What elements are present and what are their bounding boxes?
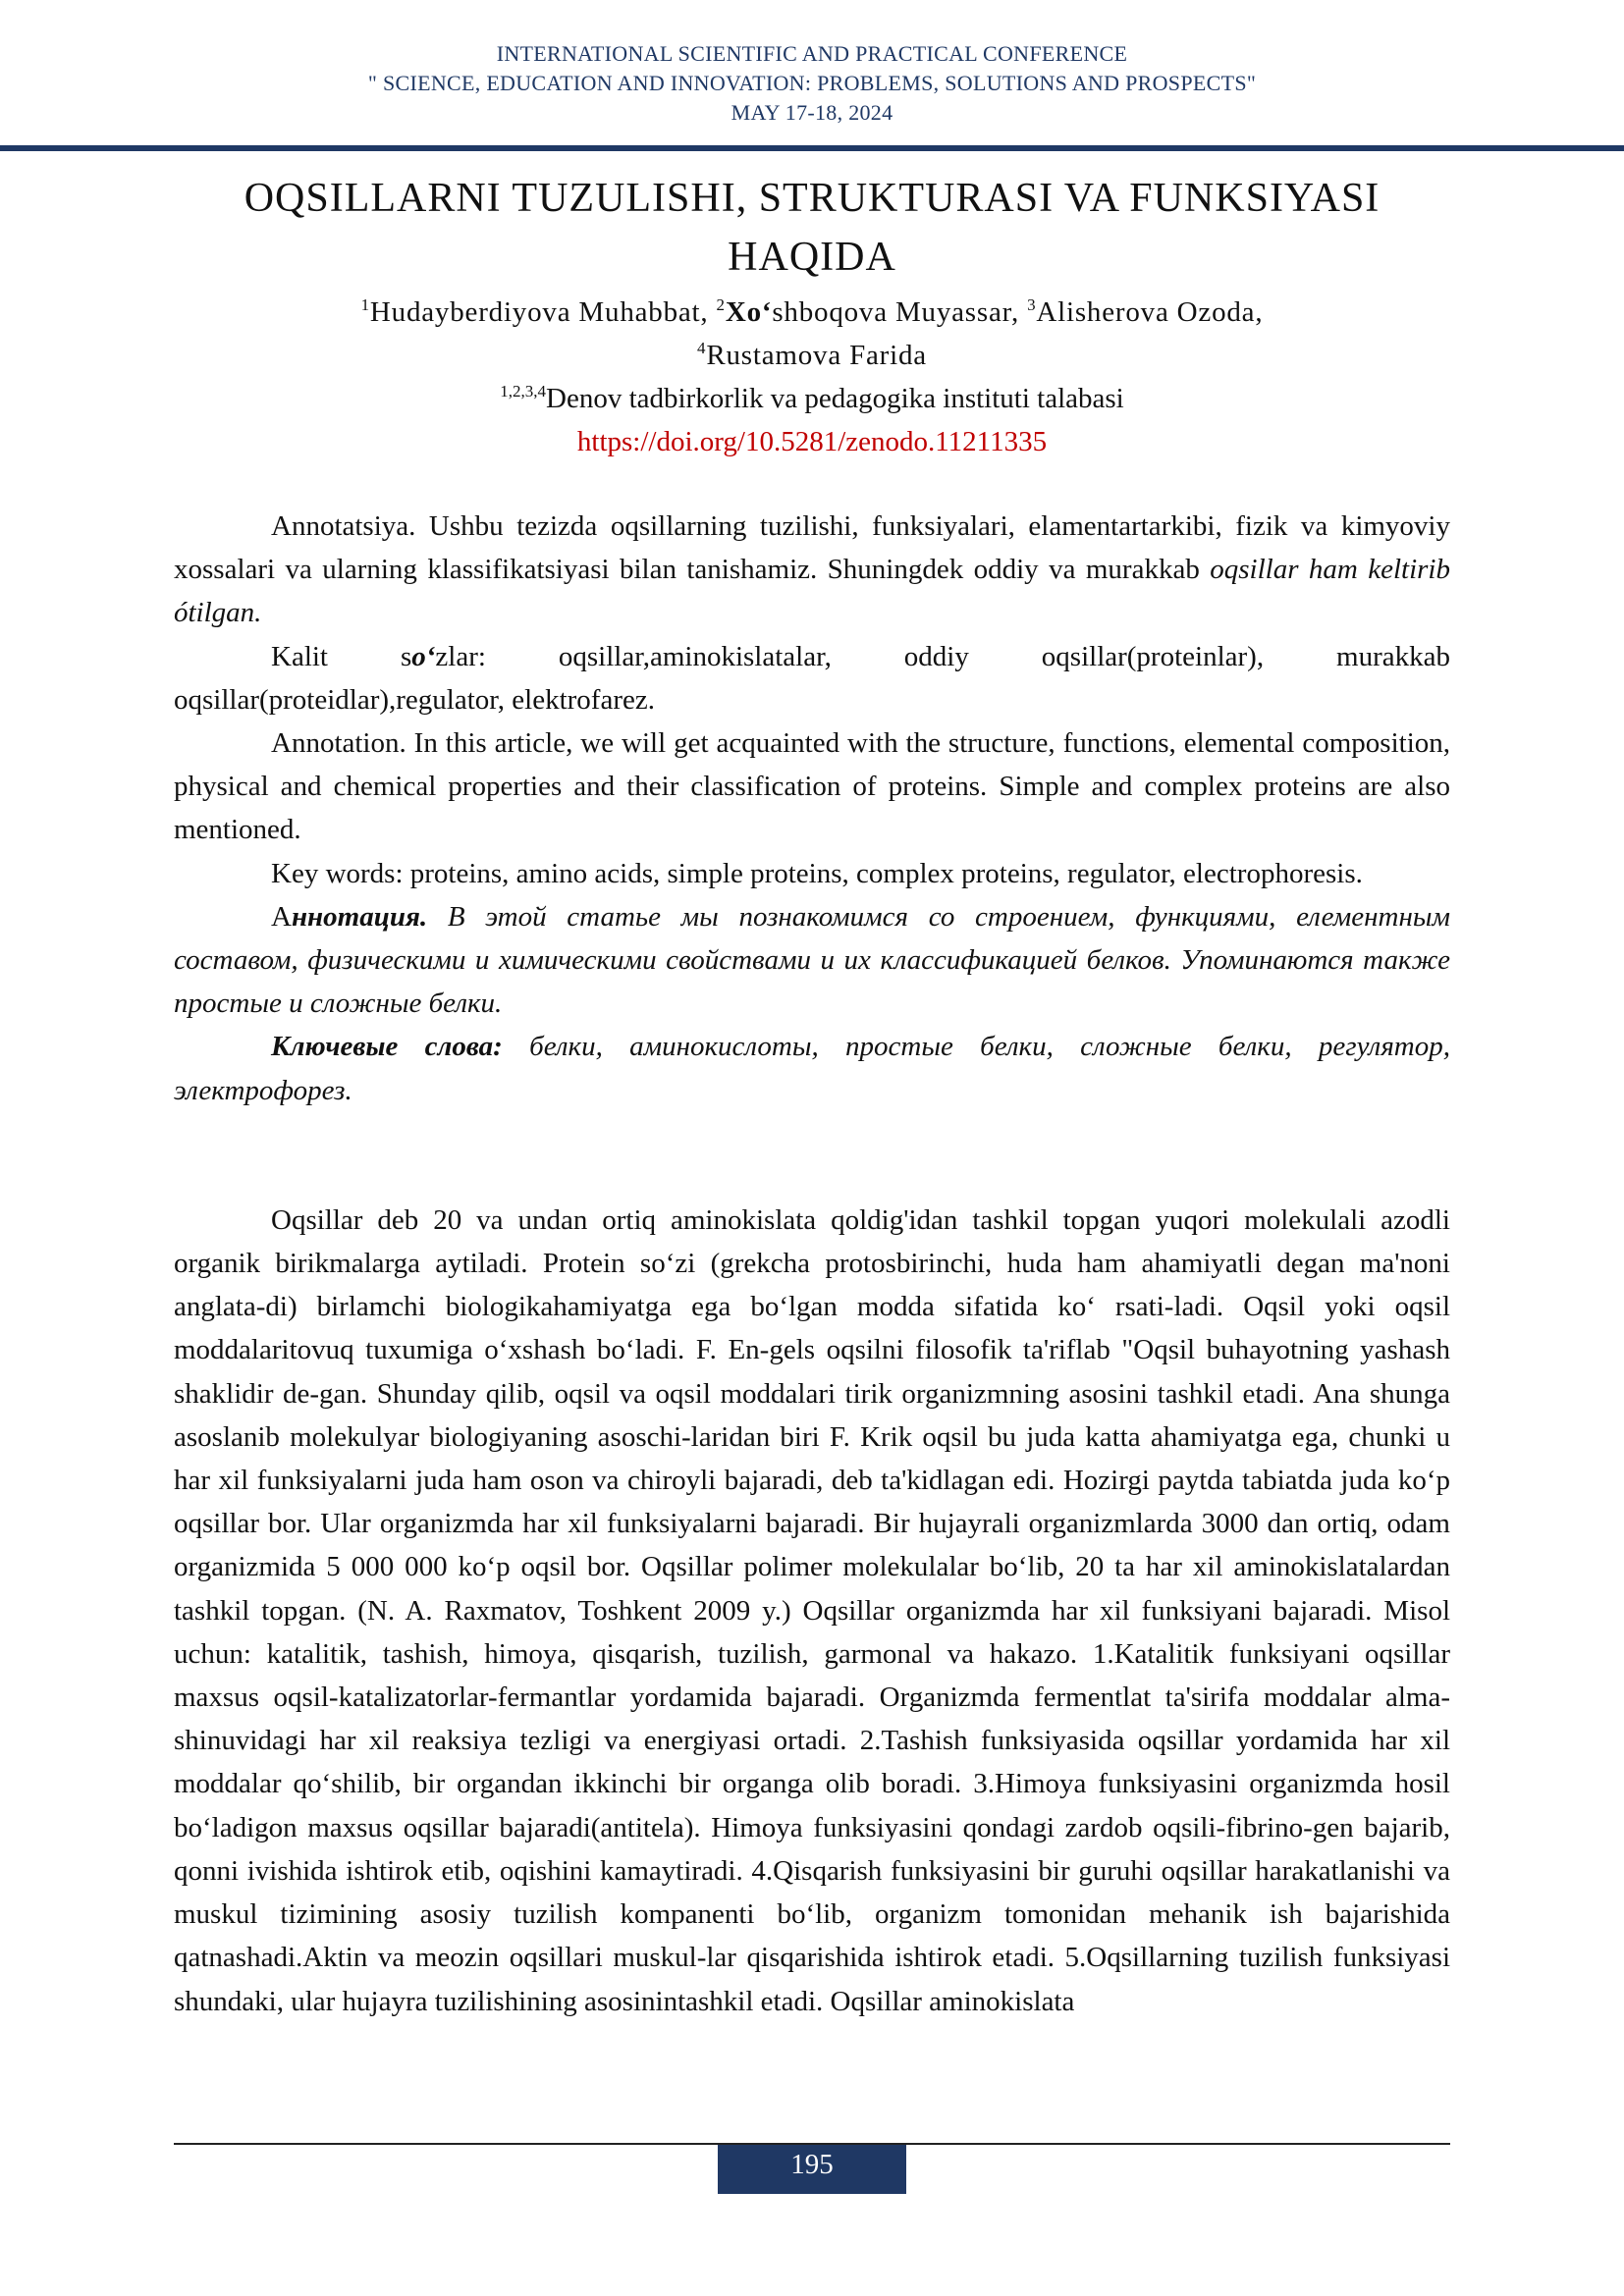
author-sup: 4 <box>697 339 707 357</box>
conference-date: MAY 17-18, 2024 <box>731 100 893 125</box>
author-name: Alisherova Ozoda, <box>1036 296 1264 328</box>
keywords-uz-label: Kalit s <box>271 640 412 672</box>
author-sup: 3 <box>1027 295 1037 314</box>
abstract-en: Annotation. In this article, we will get acquainted with the structure, functions, elemental composition, physical and chemical properties and their classification of proteins. Simple and complex proteins are also mentioned. <box>174 727 1450 846</box>
keywords-en: Key words: proteins, amino acids, simple proteins, complex proteins, regulator, electrophoresis. <box>271 857 1363 889</box>
author-list <box>147 291 1477 377</box>
body-paragraph: Oqsillar deb 20 va undan ortiq aminokislata qoldig'idan tashkil topgan yuqori molekulali azodli organik birikmalarga aytiladi. Protein so‘zi (grekcha protosbirinchi, huda ham ahamiyatli degan ma'noni anglata-di) birlamchi biologikahamiyatga ega bo‘lgan modda sifatida ko‘ rsati-ladi. Oqsil yoki oqsil moddalaritovuq tuxumiga o‘xshash bo‘ladi. F. En-gels oqsilni filosofik ta'riflab "Oqsil buhayotning yashash shaklidir de-gan. Shunday qilib, oqsil va oqsil moddalari tirik organizmning asosini tashkil etadi. Ana shunga asoslanib molekulyar biologiyaning asoschi-laridan biri F. Krik oqsil bu juda katta ahamiyatga ega, chunki u har xil funksiyalarni juda ham oson va chiroyli bajaradi, deb ta'kidlagan edi. Hozirgi paytda tabiatda juda ko‘p oqsillar bor. Ular organizmda har xil funksiyalarni bajaradi. Bir hujayrali organizmlarda 3000 dan ortiq, odam organizmida 5 000 000 ko‘p oqsil bor. Oqsillar polimer molekulalar bo‘lib, 20 ta har xil aminokislatalardan tashkil topgan. (N. A. Raxmatov, Toshkent 2009 y.) Oqsillar organizmda har xil funksiyani bajaradi. Misol uchun: katalitik, tashish, himoya, qisqarish, tuzilish, garmonal va hakazo. 1.Katalitik funksiyani oqsillar maxsus oqsil-katalizatorlar-fermantlar yordamida bajaradi. Organizmda fermentlat ta'sirifa moddalar alma-shinuvidagi har xil reaksiya tezligi va energiyasi ortadi. 2.Tashish funksiyasida oqsillar yordamida har xil moddalar qo‘shilib, bir organdan ikkinchi bir organga olib boradi. 3.Himoya funksiyasini organizmda hosil bo‘ladigon maxsus oqsillar bajaradi(antitela). Himoya funksiyasini qondagi zardob oqsili-fibrino-gen bajarib, qonni ivishida ishtirok etib, oqishini kamaytiradi. 4.Qisqarish funksiyasini bir guruhi oqsillar harakatlanishi va muskul tizimining asosiy tuzilish kompanenti bo‘lib, organizm tomonidan mehanik ish bajarishida qatnashadi.Aktin va meozin oqsillari muskul-lar qisqarishida ishtirok etadi. 5.Oqsillarning tuzilish funksiyasi shundaki, ular hujayra tuzilishining asosinintashkil etadi. Oqsillar aminokislata <box>174 1203 1450 2017</box>
abstract-ru-text: В этой статье мы познакомимся со строением, функциями, елементным составом, физическими и химическими свойствами и их классификацией белков. Упоминаются также простые и сложные белки. <box>174 900 1450 1020</box>
page-number: 195 <box>718 2145 906 2194</box>
abstract-ru <box>174 895 1450 1026</box>
author-line-1 <box>147 291 1477 334</box>
abstract-uz-italic: oqsillar ham keltirib ótilgan. <box>174 554 1450 629</box>
paper-content <box>174 505 1450 2023</box>
author-name: shboqova Muyassar, <box>772 296 1028 328</box>
author-line-2 <box>147 334 1477 377</box>
header-divider <box>0 145 1624 151</box>
keywords-uz <box>174 635 1450 721</box>
conference-theme: " SCIENCE, EDUCATION AND INNOVATION: PROBLEMS, SOLUTIONS AND PROSPECTS" <box>367 71 1257 95</box>
keywords-uz-text: zlar: oqsillar,aminokislatalar, oddiy oqsillar(proteinlar), murakkab oqsillar(proteidlar),regulator, elektrofarez. <box>174 640 1450 716</box>
author-name: Hudayberdiyova Muhabbat, <box>369 296 717 328</box>
keywords-ru-text: белки, аминокислоты, простые белки, сложные белки, регулятор, электрофорез. <box>174 1031 1450 1106</box>
author-sup: 2 <box>716 295 726 314</box>
keywords-ru <box>174 1025 1450 1111</box>
conference-title: INTERNATIONAL SCIENTIFIC AND PRACTICAL CONFERENCE <box>496 41 1128 66</box>
abstract-uz-text: Annotatsiya. Ushbu tezizda oqsillarning tuzilishi, funksiyalari, elamentartarkibi, fizik va kimyoviy xossalari va ularning klassifikatsiyasi bilan tanishamiz. Shuningdek oddiy va murakkab <box>174 510 1450 586</box>
keywords-ru-label: Ключевые слова: <box>271 1031 503 1063</box>
author-sup: 1 <box>360 295 370 314</box>
section-gap <box>174 1112 1450 1199</box>
author-name: Rustamova Farida <box>706 340 927 371</box>
affiliation <box>147 377 1477 420</box>
abstract-ru-first-letter: А <box>271 900 292 933</box>
doi-link[interactable]: https://doi.org/10.5281/zenodo.11211335 <box>576 426 1048 457</box>
abstract-ru-label: ннотация. <box>291 900 428 933</box>
title-line-2: HAQIDA <box>728 235 896 280</box>
keywords-uz-label-bold: o‘ <box>411 640 436 672</box>
author-name-bold-part: Xo‘ <box>725 296 773 328</box>
title-line-1: OQSILLARNI TUZULISHI, STRUKTURASI VA FUNKSIYASI <box>244 176 1380 221</box>
abstract-uz <box>174 505 1450 635</box>
paper-title <box>147 169 1477 287</box>
affiliation-sup: 1,2,3,4 <box>500 382 546 400</box>
affiliation-text: Denov tadbirkorlik va pedagogika instituti talabasi <box>546 383 1124 414</box>
conference-header <box>0 39 1624 128</box>
